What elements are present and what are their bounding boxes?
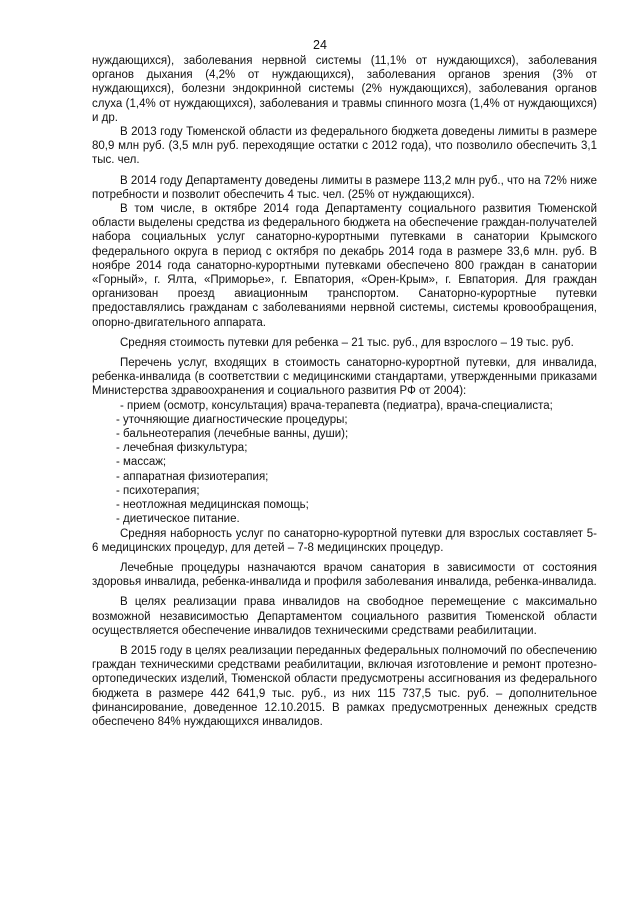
list-item: - психотерапия; [116,484,200,497]
paragraph-diseases: нуждающихся), заболевания нервной системы (11,1% от нуждающихся), заболевания органов дыхания (4,2% от нуждающихся), заболевания органов зрения (3% от нуждающихся), болезни эндокринной системы (2% нуждающихся), заболевания органов слуха (1,4% от нуждающихся), заболевания и травмы спинного мозга (1,4% от нуждающихся) и др. [92,55,597,124]
list-item: - аппаратная физиотерапия; [116,470,269,483]
list-item: - неотложная медицинская помощь; [116,499,309,512]
paragraph-procedures-assignment: Лечебные процедуры назначаются врачом санатория в зависимости от состояния здоровья инвалида, ребенка-инвалида и профиля заболевания инвалида, ребенка-инвалида. [92,561,597,589]
paragraph-2015-funding: В 2015 году в целях реализации переданных федеральных полномочий по обеспечению граждан техническими средствами реабилитации, включая изготовление и ремонт протезно-ортопедических изделий, Тюменской области предусмотрены ассигнования из федерального бюджета в размере 442 641,9 тыс. руб., из них 115 737,5 тыс. руб. – дополнительное финансирование, доведенное 12.10.2015. В рамках предусмотренных денежных средств обеспечено 84% нуждающихся инвалидов. [92,644,597,728]
page-number: 24 [313,38,327,52]
list-item: - уточняющие диагностические процедуры; [116,413,348,426]
services-list [92,413,597,527]
list-item: - лечебная физкультура; [116,442,248,455]
list-item-reception: - прием (осмотр, консультация) врача-терапевта (педиатра), врача-специалиста; [120,399,553,412]
paragraph-2013-limits: В 2013 году Тюменской области из федерального бюджета доведены лимиты в размере 80,9 млн руб. (3,5 млн руб. переходящие остатки с 2012 года), что позволило обеспечить 3,1 тыс. чел. [92,126,597,167]
paragraph-voucher-cost: Средняя стоимость путевки для ребенка – 21 тыс. руб., для взрослого – 19 тыс. руб. [120,336,574,349]
paragraph-services-list-intro: Перечень услуг, входящих в стоимость санаторно-курортной путевки, для инвалида, ребенка-инвалида (в соответствии с медицинскими стандартами, утвержденными приказами Министерства здравоохранения и социального развития РФ от 2004): [92,357,597,398]
list-item: - массаж; [116,456,167,469]
document-body [92,54,597,729]
list-item: - бальнеотерапия (лечебные ванны, души); [116,428,349,441]
paragraph-procedures-count: Средняя наборность услуг по санаторно-курортной путевки для взрослых составляет 5-6 медицинских процедур, для детей – 7-8 медицинских процедур. [92,527,597,554]
list-item: - диетическое питание. [116,513,240,526]
paragraph-crimea-vouchers: В том числе, в октябре 2014 года Департаменту социального развития Тюменской области выделены средства из федерального бюджета на обеспечение граждан-получателей набора социальных услуг санаторно-курортными путевками в санатории Крымского федерального округа в период с октября по декабрь 2014 года в размере 33,6 млн. руб. В ноябре 2014 года санаторно-курортными путевками обеспечено 800 граждан в санатории «Горный», г. Ялта, «Приморье», г. Евпатория, «Орен-Крым», г. Евпатория. Для граждан организован проезд авиационным транспортом. Санаторно-курортные путевки предоставлялись гражданам с заболеваниями нервной системы, системы кровообращения, опорно-двигательного аппарата. [92,203,597,329]
paragraph-rehab-means: В целях реализации права инвалидов на свободное перемещение с максимально возможной независимостью Департаментом социального развития Тюменской области осуществляется обеспечение инвалидов техническими средствами реабилитации. [92,596,597,637]
paragraph-2014-limits: В 2014 году Департаменту доведены лимиты в размере 113,2 млн руб., что на 72% ниже потребности и позволит обеспечить 4 тыс. чел. (25% от нуждающихся). [92,174,597,201]
